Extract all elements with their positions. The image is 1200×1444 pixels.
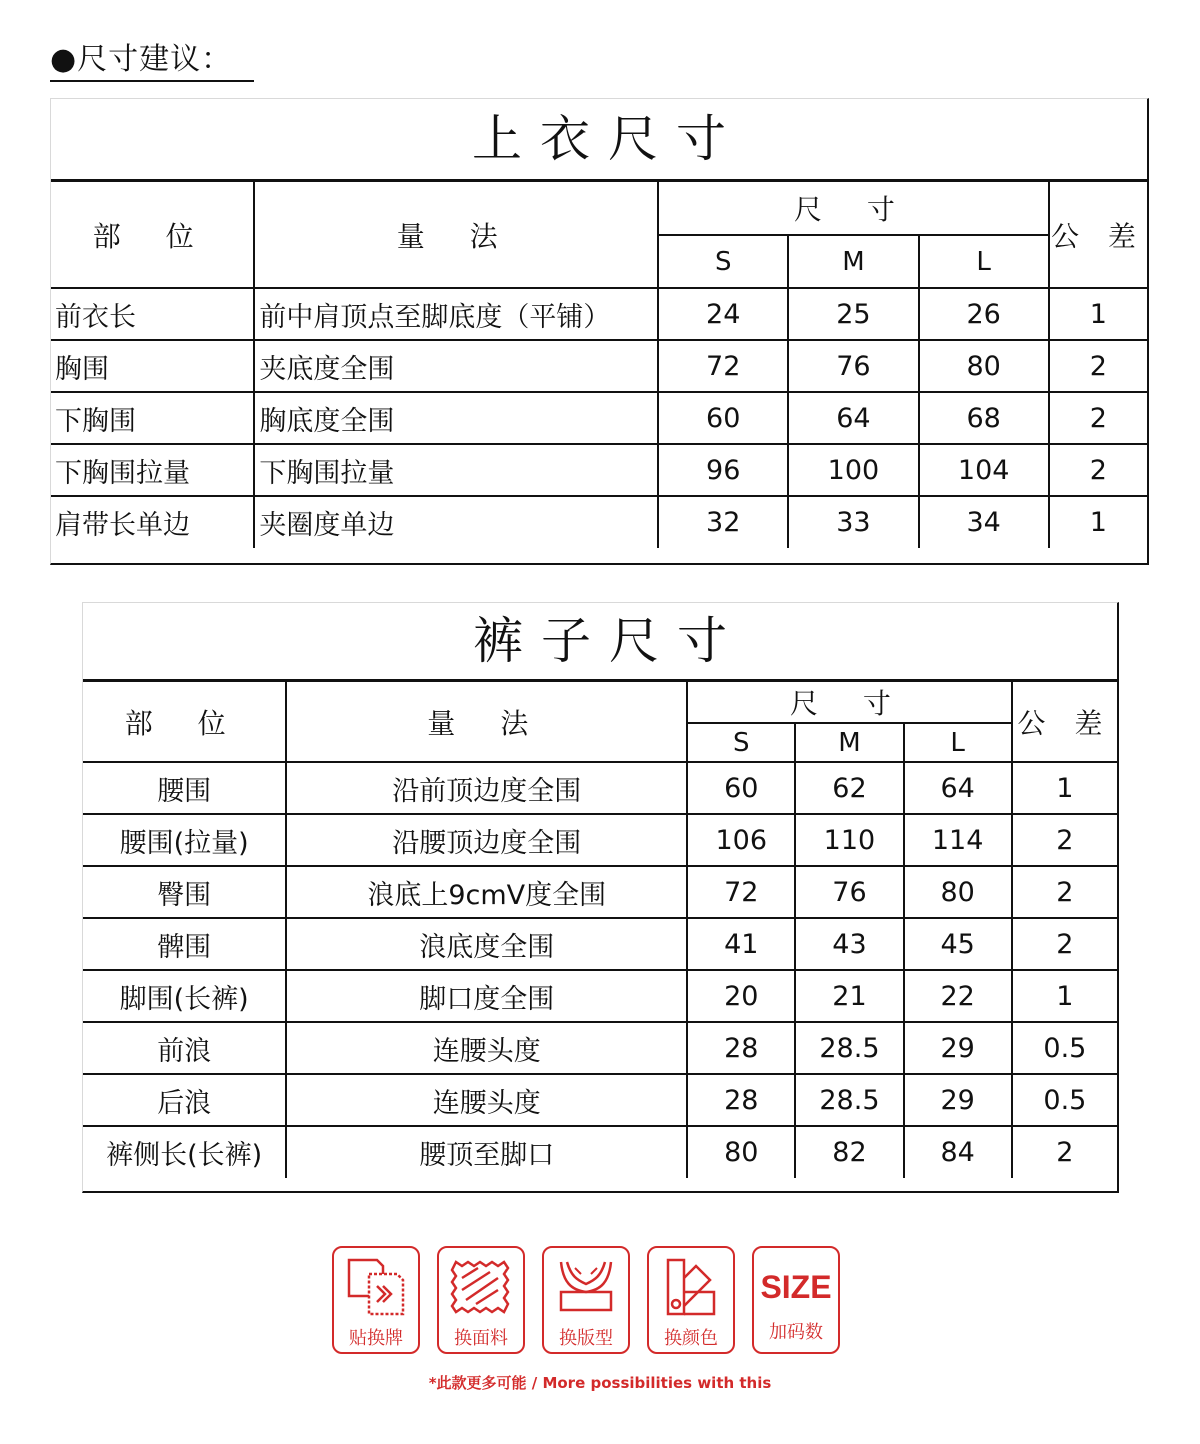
- method-cell: 下胸围拉量: [254, 444, 658, 496]
- bottom-size-table: [82, 602, 1119, 1193]
- tolerance-cell: 0.5: [1012, 1074, 1117, 1126]
- more-possibilities-note: *此款更多可能 / More possibilities with this: [428, 1374, 772, 1392]
- part-cell: 前浪: [83, 1022, 286, 1074]
- tolerance-cell: 1: [1012, 970, 1117, 1022]
- size-l-cell: 64: [904, 762, 1012, 814]
- service-label: 换面料: [454, 1328, 508, 1349]
- size-s-cell: 80: [687, 1126, 795, 1178]
- size-s-cell: 24: [658, 288, 788, 340]
- size-m-cell: 62: [795, 762, 903, 814]
- size-m-cell: 110: [795, 814, 903, 866]
- header-part: 部 位: [51, 182, 254, 288]
- part-cell: 胸围: [51, 340, 254, 392]
- part-cell: 下胸围: [51, 392, 254, 444]
- size-l-cell: 80: [919, 340, 1049, 392]
- size-s-cell: 96: [658, 444, 788, 496]
- method-cell: 胸底度全围: [254, 392, 658, 444]
- bra-pattern-icon: [553, 1256, 619, 1318]
- size-s-cell: 72: [658, 340, 788, 392]
- size-icon: SIZE: [760, 1269, 832, 1305]
- size-s-cell: 106: [687, 814, 795, 866]
- size-l-cell: 80: [904, 866, 1012, 918]
- size-s-cell: 60: [658, 392, 788, 444]
- size-l-header: L: [919, 235, 1049, 288]
- size-m-cell: 76: [788, 340, 918, 392]
- size-suggestion-heading: ●尺寸建议：: [50, 40, 254, 82]
- size-l-cell: 68: [919, 392, 1049, 444]
- method-cell: 夹底度全围: [254, 340, 658, 392]
- size-l-cell: 29: [904, 1074, 1012, 1126]
- service-label: 加码数: [769, 1322, 823, 1343]
- table-row: [83, 866, 1117, 918]
- size-m-cell: 21: [795, 970, 903, 1022]
- service-pattern: [542, 1246, 630, 1354]
- service-label-swap: [332, 1246, 420, 1354]
- table-row: [51, 340, 1147, 392]
- tolerance-cell: 1: [1012, 762, 1117, 814]
- size-l-cell: 29: [904, 1022, 1012, 1074]
- header-tolerance: 公 差: [1012, 682, 1117, 762]
- fabric-icon: [448, 1256, 514, 1318]
- size-m-header: M: [795, 723, 903, 762]
- part-cell: 后浪: [83, 1074, 286, 1126]
- method-cell: 前中肩顶点至脚底度（平铺）: [254, 288, 658, 340]
- size-s-cell: 28: [687, 1074, 795, 1126]
- header-size: 尺 寸: [687, 682, 1012, 723]
- service-label: 贴换牌: [349, 1328, 403, 1349]
- table-row: [51, 288, 1147, 340]
- size-s-cell: 60: [687, 762, 795, 814]
- tolerance-cell: 1: [1049, 288, 1147, 340]
- size-l-cell: 45: [904, 918, 1012, 970]
- size-m-cell: 43: [795, 918, 903, 970]
- table-row: [51, 444, 1147, 496]
- size-m-cell: 64: [788, 392, 918, 444]
- size-l-cell: 84: [904, 1126, 1012, 1178]
- method-cell: 连腰头度: [286, 1074, 687, 1126]
- size-l-cell: 114: [904, 814, 1012, 866]
- method-cell: 腰顶至脚口: [286, 1126, 687, 1178]
- tolerance-cell: 2: [1049, 392, 1147, 444]
- table-row: [83, 1022, 1117, 1074]
- size-s-header: S: [658, 235, 788, 288]
- method-cell: 脚口度全围: [286, 970, 687, 1022]
- top-size-table: [50, 98, 1149, 565]
- table-row: [83, 814, 1117, 866]
- part-cell: 臀围: [83, 866, 286, 918]
- method-cell: 夹圈度单边: [254, 496, 658, 548]
- tolerance-cell: 2: [1012, 866, 1117, 918]
- tolerance-cell: 2: [1049, 340, 1147, 392]
- tolerance-cell: 2: [1049, 444, 1147, 496]
- size-s-cell: 20: [687, 970, 795, 1022]
- header-part: 部 位: [83, 682, 286, 762]
- size-s-cell: 41: [687, 918, 795, 970]
- top-size-grid: [51, 182, 1147, 548]
- size-l-cell: 26: [919, 288, 1049, 340]
- size-m-cell: 76: [795, 866, 903, 918]
- tolerance-cell: 0.5: [1012, 1022, 1117, 1074]
- method-cell: 浪底度全围: [286, 918, 687, 970]
- method-cell: 连腰头度: [286, 1022, 687, 1074]
- size-s-cell: 32: [658, 496, 788, 548]
- service-icons-row: [332, 1246, 840, 1356]
- size-l-cell: 34: [919, 496, 1049, 548]
- size-s-header: S: [687, 723, 795, 762]
- service-label: 换版型: [559, 1328, 613, 1349]
- bottom-table-title: 裤子尺寸: [83, 603, 1117, 682]
- table-row: [83, 1126, 1117, 1178]
- method-cell: 沿腰顶边度全围: [286, 814, 687, 866]
- header-size: 尺 寸: [658, 182, 1049, 235]
- service-fabric: [437, 1246, 525, 1354]
- size-s-cell: 28: [687, 1022, 795, 1074]
- size-s-cell: 72: [687, 866, 795, 918]
- label-swap-icon: [343, 1256, 409, 1318]
- size-l-cell: 22: [904, 970, 1012, 1022]
- part-cell: 前衣长: [51, 288, 254, 340]
- part-cell: 肩带长单边: [51, 496, 254, 548]
- size-l-header: L: [904, 723, 1012, 762]
- size-m-header: M: [788, 235, 918, 288]
- tolerance-cell: 2: [1012, 1126, 1117, 1178]
- size-m-cell: 28.5: [795, 1022, 903, 1074]
- size-m-cell: 82: [795, 1126, 903, 1178]
- size-m-cell: 100: [788, 444, 918, 496]
- part-cell: 脚围(长裤): [83, 970, 286, 1022]
- size-m-cell: 25: [788, 288, 918, 340]
- service-size: [752, 1246, 840, 1354]
- method-cell: 沿前顶边度全围: [286, 762, 687, 814]
- table-row: [51, 496, 1147, 548]
- method-cell: 浪底上9cmV度全围: [286, 866, 687, 918]
- top-table-title: 上衣尺寸: [51, 99, 1147, 182]
- header-tolerance: 公 差: [1049, 182, 1147, 288]
- table-row: [83, 970, 1117, 1022]
- size-m-cell: 28.5: [795, 1074, 903, 1126]
- tolerance-cell: 1: [1049, 496, 1147, 548]
- service-label: 换颜色: [664, 1328, 718, 1349]
- service-color: [647, 1246, 735, 1354]
- size-m-cell: 33: [788, 496, 918, 548]
- part-cell: 腰围: [83, 762, 286, 814]
- bottom-size-grid: [83, 682, 1117, 1178]
- color-swatch-icon: [658, 1256, 724, 1318]
- table-row: [83, 762, 1117, 814]
- table-row: [83, 918, 1117, 970]
- part-cell: 下胸围拉量: [51, 444, 254, 496]
- part-cell: 裤侧长(长裤): [83, 1126, 286, 1178]
- table-row: [83, 1074, 1117, 1126]
- tolerance-cell: 2: [1012, 814, 1117, 866]
- size-l-cell: 104: [919, 444, 1049, 496]
- table-row: [51, 392, 1147, 444]
- part-cell: 腰围(拉量): [83, 814, 286, 866]
- header-method: 量 法: [286, 682, 687, 762]
- tolerance-cell: 2: [1012, 918, 1117, 970]
- part-cell: 髀围: [83, 918, 286, 970]
- header-method: 量 法: [254, 182, 658, 288]
